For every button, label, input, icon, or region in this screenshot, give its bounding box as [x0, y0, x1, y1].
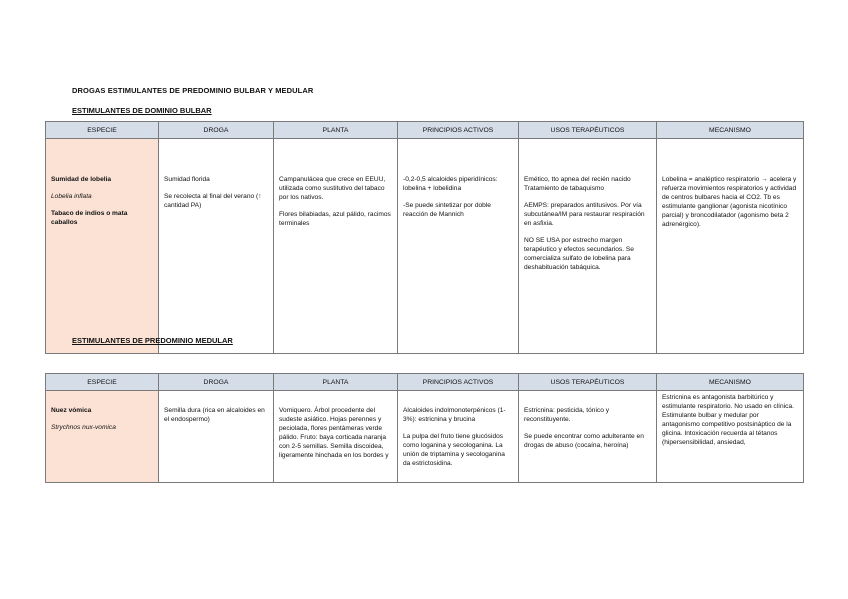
usos-aemps: AEMPS: preparados antitusivos. Por vía subcutánea/IM para restaurar respiración en asfixia.	[524, 202, 645, 227]
table-row	[46, 139, 804, 354]
header-mecanismo: MECANISMO	[657, 374, 804, 391]
droga-text: Semilla dura (rica en alcaloides en el endospermo)	[164, 407, 265, 423]
usos-warning: NO SE USA por estrecho margen terapéutico y efectos secundarios. Se comercializa sulfato de lobelina para deshabituación tabáquica.	[524, 237, 634, 271]
cell-especie	[46, 139, 159, 354]
especie-latin: Strychnos nux-vomica	[51, 424, 116, 431]
header-mecanismo: MECANISMO	[657, 122, 804, 139]
usos-adulterante: Se puede encontrar como adulterante en drogas de abuso (cocaína, heroína)	[524, 433, 644, 449]
table-header-row	[46, 374, 804, 391]
table-row	[46, 391, 804, 483]
mecanismo-text: Estricnina es antagonista barbitúrico y estimulante respiratorio. No usado en clínica. Estimulante bulbar y medular por antagonismo competitivo postsináptico de la glicina. Intoxicación recuerda al tétanos (hipersensibilidad, ansiedad,	[662, 394, 794, 446]
usos-text: Emético, tto apnea del recién nacido	[524, 176, 631, 183]
table-header-row	[46, 122, 804, 139]
principios-text: Alcaloides indolmonoterpénicos (1-3%): estricnina y brucina	[403, 407, 506, 423]
table-medular	[45, 373, 804, 483]
cell-especie	[46, 391, 159, 483]
cell-principios-activos	[398, 391, 519, 483]
droga-note: Se recolecta al final del verano (↑ cantidad PA)	[164, 193, 262, 209]
header-usos-terapeuticos: USOS TERAPÉUTICOS	[519, 374, 657, 391]
cell-usos-terapeuticos	[519, 139, 657, 354]
especie-name: Sumidad de lobelia	[51, 176, 112, 183]
planta-text: Campanulácea que crece en EEUU, utilizada como sustitutivo del tabaco por los nativos.	[279, 176, 386, 201]
header-especie: ESPECIE	[46, 122, 159, 139]
header-droga: DROGA	[159, 374, 274, 391]
header-especie: ESPECIE	[46, 374, 159, 391]
header-usos-terapeuticos: USOS TERAPÉUTICOS	[519, 122, 657, 139]
section-title-medular: ESTIMULANTES DE PREDOMINIO MEDULAR	[72, 336, 233, 345]
especie-common-name: Tabaco de indios o mata caballos	[51, 210, 128, 226]
usos-tabaquismo: Tratamiento de tabaquismo	[524, 185, 605, 192]
mecanismo-text: Lobelina = analéptico respiratorio → acelera y refuerza movimientos respiratorios y actividad de centros bulbares hacia el CO2. Tb es estimulante ganglionar (agonista nicotínico parcial) y broncodilatador (agonismo beta 2 adrenérgico).	[662, 176, 797, 228]
cell-mecanismo	[657, 391, 804, 483]
droga-text: Sumidad florida	[164, 176, 210, 183]
header-droga: DROGA	[159, 122, 274, 139]
cell-usos-terapeuticos	[519, 391, 657, 483]
document-title: DROGAS ESTIMULANTES DE PREDOMINIO BULBAR Y MEDULAR	[72, 86, 314, 95]
header-planta: PLANTA	[274, 122, 398, 139]
header-planta: PLANTA	[274, 374, 398, 391]
header-principios-activos: PRINCIPIOS ACTIVOS	[398, 122, 519, 139]
cell-mecanismo	[657, 139, 804, 354]
cell-principios-activos	[398, 139, 519, 354]
cell-planta	[274, 139, 398, 354]
planta-text: Vomiquero. Árbol procedente del sudeste asiático. Hojas perennes y peciolada, flores pentámeras verde pálido. Fruto: baya corticada naranja con 2-5 semillas. Semilla discoidea, ligeramente hinchada en los bordes y	[279, 407, 389, 459]
planta-flowers: Flores bilabiadas, azul pálido, racimos terminales	[279, 211, 391, 227]
principios-glucosidos: La pulpa del fruto tiene glucósidos como loganina y secologanina. La unión de triptamina y secologanina da estrictosidina.	[403, 433, 505, 467]
cell-droga	[159, 139, 274, 354]
usos-text: Estricnina: pesticida, tónico y reconstituyente.	[524, 407, 610, 423]
header-principios-activos: PRINCIPIOS ACTIVOS	[398, 374, 519, 391]
principios-synthesis: -Se puede sintetizar por doble reacción de Mannich	[403, 202, 491, 218]
cell-planta	[274, 391, 398, 483]
table-bulbar	[45, 121, 804, 354]
cell-droga	[159, 391, 274, 483]
especie-latin: Lobelia inflata	[51, 193, 92, 200]
principios-text: -0,2-0,5 alcaloides piperidínicos: lobelina + lobelidina	[403, 176, 498, 192]
especie-name: Nuez vómica	[51, 407, 92, 414]
section-title-bulbar: ESTIMULANTES DE DOMINIO BULBAR	[72, 106, 212, 115]
